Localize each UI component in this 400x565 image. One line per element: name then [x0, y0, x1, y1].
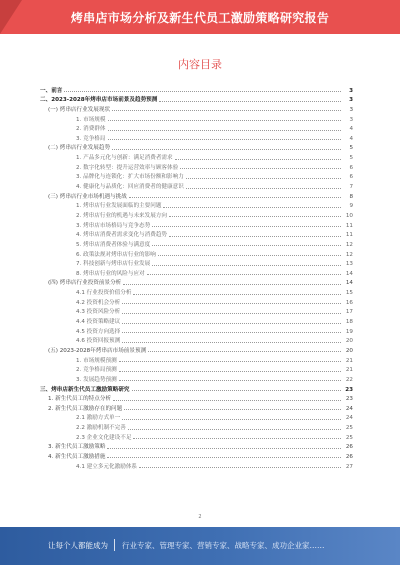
toc-entry-page: 6	[349, 164, 353, 171]
toc-entry-page: 23	[345, 386, 353, 393]
toc-leader-dots	[119, 370, 341, 372]
toc-leader-dots	[186, 187, 341, 189]
toc-entry-title: 3. 品牌化与连锁化：扩大市场份额和影响力	[76, 174, 184, 181]
toc-entry[interactable]	[40, 460, 353, 470]
toc-entry[interactable]	[40, 364, 353, 374]
toc-entry-page: 11	[345, 222, 353, 229]
toc-entry-title: 一、前言	[40, 87, 63, 94]
toc-leader-dots	[148, 350, 341, 352]
toc-entry-page: 3	[349, 97, 353, 104]
toc-entry-title: 4. 烤串店消费者需求变化与消费趋势	[76, 232, 168, 239]
toc-entry[interactable]	[40, 171, 353, 181]
toc-entry[interactable]	[40, 383, 353, 393]
toc-entry-page: 17	[345, 309, 353, 316]
toc-entry-title: 2. 新生代员工激励存在的问题	[48, 405, 123, 412]
toc-entry-title: 4.2 投资机会分析	[76, 299, 121, 306]
toc-entry[interactable]	[40, 267, 353, 277]
footer-divider	[114, 539, 115, 551]
toc-entry-page: 24	[345, 415, 353, 422]
toc-leader-dots	[186, 177, 341, 179]
toc-leader-dots	[123, 283, 341, 285]
toc-entry[interactable]	[40, 335, 353, 345]
toc-entry-page: 13	[345, 261, 353, 268]
toc-entry-page: 26	[345, 453, 353, 460]
toc-entry-title: 1. 市场规模预测	[76, 357, 117, 364]
toc-leader-dots	[122, 331, 341, 333]
toc-entry-page: 21	[345, 367, 353, 374]
toc-leader-dots	[124, 408, 341, 410]
toc-leader-dots	[108, 138, 342, 140]
toc-entry-title: 3. 发展趋势预测	[76, 376, 117, 383]
toc-leader-dots	[107, 456, 341, 458]
toc-leader-dots	[119, 379, 341, 381]
toc-leader-dots	[122, 302, 341, 304]
toc-entry[interactable]	[40, 123, 353, 133]
toc-leader-dots	[133, 437, 341, 439]
toc-leader-dots	[122, 341, 341, 343]
toc-entry[interactable]	[40, 142, 353, 152]
toc-leader-dots	[132, 389, 341, 391]
toc-leader-dots	[180, 167, 341, 169]
toc-entry-title: 4. 新生代员工激励措施	[48, 453, 106, 460]
toc-leader-dots	[107, 447, 341, 449]
toc-entry-page: 12	[345, 251, 353, 258]
toc-entry-title: 2. 竞争格局预测	[76, 367, 117, 374]
toc-entry-page: 26	[345, 444, 353, 451]
toc-entry-title: 三、烤串店新生代员工激励策略研究	[40, 386, 130, 393]
toc-entry[interactable]	[40, 161, 353, 171]
toc-entry-title: 2. 消费群体	[76, 126, 106, 133]
toc-entry[interactable]	[40, 412, 353, 422]
toc-entry-page: 20	[345, 338, 353, 345]
toc-entry[interactable]	[40, 315, 353, 325]
toc-entry-page: 3	[349, 87, 353, 94]
header-banner	[0, 0, 400, 34]
toc-entry-page: 4	[349, 135, 353, 142]
footer-slogan: 让每个人都能成为	[48, 541, 108, 550]
toc-entry-title: 3. 新生代员工激励策略	[48, 444, 106, 451]
toc-entry-title: 4.4 投资策略建议	[76, 319, 121, 326]
toc-entry-page: 8	[349, 193, 353, 200]
footer-tagline: 行业专家、管理专家、营销专家、战略专家、成功企业家……	[122, 541, 325, 550]
toc-entry-title: 二、2023-2028年烤串店市场前景及趋势预测	[40, 97, 158, 104]
toc-entry-page: 5	[349, 145, 353, 152]
toc-entry[interactable]	[40, 373, 353, 383]
toc-entry-page: 12	[345, 241, 353, 248]
toc-entry-page: 3	[349, 116, 353, 123]
toc-leader-dots	[128, 428, 341, 430]
toc-entry[interactable]	[40, 306, 353, 316]
toc-entry[interactable]	[40, 190, 353, 200]
toc-entry-title: 1. 烤串店行业发展面临的主要问题	[76, 203, 162, 210]
toc-entry[interactable]	[40, 344, 353, 354]
toc-entry-page: 10	[345, 212, 353, 219]
toc-entry-title: 7. 科技创新与烤串店行业发展	[76, 261, 151, 268]
toc-entry-page: 25	[345, 425, 353, 432]
toc-entry[interactable]	[40, 258, 353, 268]
toc-entry-page: 11	[345, 232, 353, 239]
toc-entry-title: (二) 烤串店行业发展趋势	[48, 145, 111, 152]
toc-leader-dots	[163, 206, 341, 208]
toc-entry-title: 2. 烤串店行业的机遇与未来发展方向	[76, 212, 168, 219]
toc-entry-title: 4.3 投资风险分析	[76, 309, 121, 316]
toc-leader-dots	[159, 100, 341, 102]
toc-entry[interactable]	[40, 94, 353, 104]
toc-entry[interactable]	[40, 286, 353, 296]
toc-entry-page: 15	[345, 290, 353, 297]
toc-entry-page: 4	[349, 126, 353, 133]
toc-entry-title: 4.6 投资回报预测	[76, 338, 121, 345]
toc-entry[interactable]	[40, 277, 353, 287]
toc-entry[interactable]	[40, 248, 353, 258]
toc-entry-page: 14	[345, 280, 353, 287]
toc-entry-title: 3. 竞争格局	[76, 135, 106, 142]
toc-entry[interactable]	[40, 84, 353, 94]
toc-leader-dots	[152, 244, 341, 246]
toc-leader-dots	[152, 264, 341, 266]
toc-entry-page: 22	[345, 376, 353, 383]
toc-entry[interactable]	[40, 200, 353, 210]
toc-entry-title: 2.1 激励方式单一	[76, 415, 121, 422]
toc-entry[interactable]	[40, 113, 353, 123]
toc-entry[interactable]	[40, 325, 353, 335]
toc-heading: 内容目录	[178, 58, 222, 71]
toc-entry-page: 27	[345, 463, 353, 470]
toc-entry-page: 18	[345, 319, 353, 326]
toc-entry[interactable]	[40, 132, 353, 142]
toc-entry-page: 9	[349, 203, 353, 210]
toc-entry-page: 14	[345, 270, 353, 277]
toc-entry[interactable]	[40, 229, 353, 239]
toc-leader-dots	[122, 312, 341, 314]
toc-leader-dots	[152, 225, 341, 227]
toc-leader-dots	[175, 158, 341, 160]
toc-entry-page: 20	[345, 347, 353, 354]
toc-entry-page: 6	[349, 174, 353, 181]
table-of-contents	[40, 84, 353, 470]
toc-entry[interactable]	[40, 219, 353, 229]
toc-leader-dots	[112, 148, 341, 150]
toc-entry-title: (四) 烤串店行业投资前景分析	[48, 280, 122, 287]
toc-entry[interactable]	[40, 209, 353, 219]
toc-entry-title: (一) 烤串店行业发展现状	[48, 106, 111, 113]
toc-entry[interactable]	[40, 450, 353, 460]
toc-entry[interactable]	[40, 296, 353, 306]
toc-leader-dots	[129, 196, 341, 198]
toc-entry-title: 4.1 行业投资价值分析	[76, 290, 132, 297]
toc-entry-page: 25	[345, 434, 353, 441]
toc-entry[interactable]	[40, 402, 353, 412]
toc-entry-title: 2. 数字化转型：提升运营效率与顾客体验	[76, 164, 179, 171]
footer-banner	[0, 527, 400, 565]
toc-entry-title: 4.5 投资方向选择	[76, 328, 121, 335]
toc-leader-dots	[112, 109, 341, 111]
toc-entry[interactable]	[40, 354, 353, 364]
toc-entry-title: 3. 烤串店市场格局与竞争态势	[76, 222, 151, 229]
toc-entry-page: 7	[349, 184, 353, 191]
toc-entry-page: 24	[345, 405, 353, 412]
toc-entry[interactable]	[40, 421, 353, 431]
toc-entry[interactable]	[40, 441, 353, 451]
toc-entry-title: 2.2 激励机制不完善	[76, 425, 126, 432]
document-title: 烤串店市场分析及新生代员工激励策略研究报告	[70, 11, 330, 25]
toc-entry[interactable]	[40, 431, 353, 441]
toc-entry-page: 5	[349, 155, 353, 162]
toc-entry-title: (五) 2023-2028年烤串店市场前景预测	[48, 347, 147, 354]
toc-entry-page: 23	[345, 396, 353, 403]
toc-entry[interactable]	[40, 103, 353, 113]
toc-entry-title: 2.3 企业文化建设不足	[76, 434, 132, 441]
toc-entry-title: 4. 健康化与品质化：回应消费者的健康意识	[76, 184, 184, 191]
toc-entry-page: 21	[345, 357, 353, 364]
toc-entry-title: 8. 烤串店行业的风险与应对	[76, 270, 145, 277]
toc-entry[interactable]	[40, 180, 353, 190]
toc-leader-dots	[108, 129, 342, 131]
toc-leader-dots	[169, 235, 341, 237]
toc-leader-dots	[158, 254, 341, 256]
toc-entry[interactable]	[40, 238, 353, 248]
toc-leader-dots	[64, 90, 341, 92]
toc-leader-dots	[147, 273, 341, 275]
toc-entry[interactable]	[40, 393, 353, 403]
page-number: 2	[198, 514, 202, 520]
toc-entry-title: 1. 市场规模	[76, 116, 106, 123]
toc-entry-page: 16	[345, 299, 353, 306]
toc-entry-page: 3	[349, 106, 353, 113]
toc-leader-dots	[122, 418, 341, 420]
toc-entry-title: 1. 产品多元化与创新：满足消费者需求	[76, 155, 173, 162]
toc-entry[interactable]	[40, 151, 353, 161]
toc-entry-title: 6. 政策法规对烤串店行业的影响	[76, 251, 156, 258]
toc-entry-title: (三) 烤串店行业市场机遇与挑战	[48, 193, 127, 200]
toc-entry-title: 5. 烤串店消费者体验与满意度	[76, 241, 151, 248]
toc-leader-dots	[122, 322, 341, 324]
toc-leader-dots	[139, 466, 341, 468]
toc-leader-dots	[113, 399, 341, 401]
toc-leader-dots	[133, 293, 341, 295]
toc-entry-title: 1. 新生代员工的特点分析	[48, 396, 112, 403]
toc-entry-title: 4.1 建立多元化激励体系	[76, 463, 138, 470]
toc-entry-page: 19	[345, 328, 353, 335]
toc-leader-dots	[119, 360, 341, 362]
toc-leader-dots	[169, 215, 341, 217]
toc-leader-dots	[108, 119, 342, 121]
